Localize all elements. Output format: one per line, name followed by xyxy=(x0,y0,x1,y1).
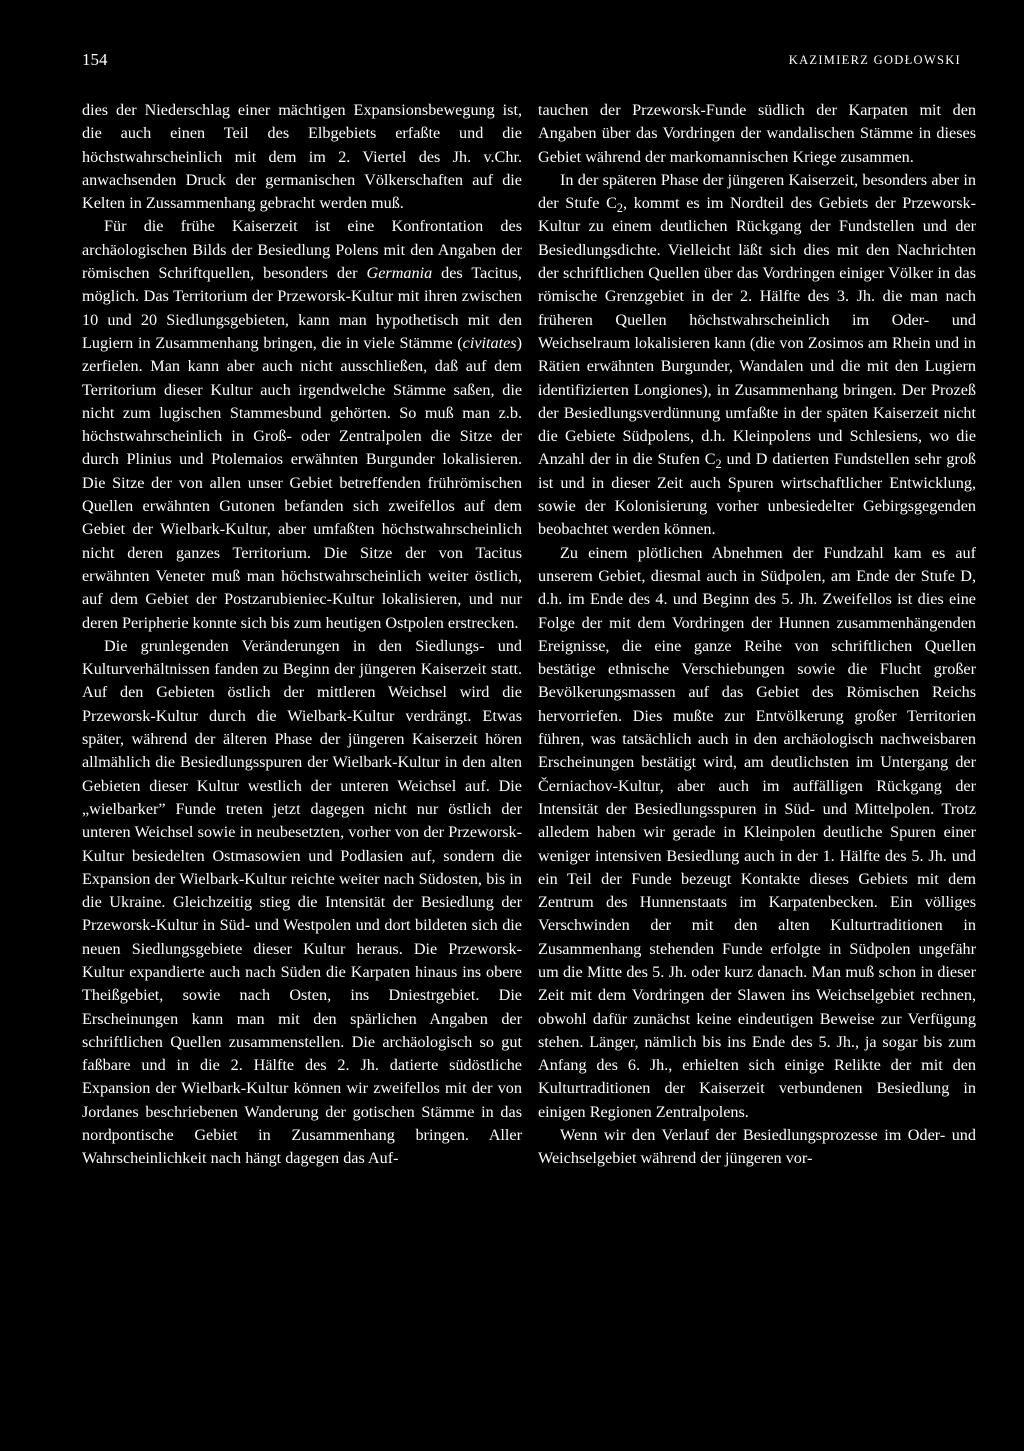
paragraph: dies der Niederschlag einer mächtigen Expansionsbewegung ist, die auch einen Teil des Elbgebiets erfaßte und die höchstwahrscheinlich mit dem im 2. Viertel des Jh. v.Chr. anwachsenden Druck der germanischen Völkerschaften auf die Kelten in Zussammenhang gebracht werden muß. xyxy=(82,101,522,213)
subscript: 2 xyxy=(715,456,722,471)
italic-title: Germania xyxy=(366,264,433,283)
paragraph: Die grunlegenden Veränderungen in den Siedlungs- und Kulturverhältnissen fanden zu Beginn der jüngeren Kaiserzeit statt. Auf den Gebieten östlich der mittleren Weichsel wird die Przeworsk-Kultur durch die Wielbark-Kultur verdrängt. Etwas später, während der älteren Phase der jüngeren Kaiserzeit hören allmählich die Besiedlungsspuren der Wielbark-Kultur in den alten Gebieten dieser Kultur westlich der unteren Weichsel auf. Die „wielbarker” Funde treten jetzt dagegen nicht nur östlich der unteren Weichsel sowie in neubesetzten, vorher von der Przeworsk-Kultur besiedelten Ostmasowien und Podlasien auf, sondern die Expansion der Wielbark-Kultur reichte weiter nach Südosten, bis in die Ukraine. Gleichzeitig stieg die Intensität der Besiedlung der Przeworsk-Kultur in Süd- und Westpolen und dort bildeten sich die neuen Siedlungsgebiete dieser Kultur heraus. Die Przeworsk-Kultur expandierte auch nach Süden die Karpaten hinaus ins obere Theißgebiet, sowie nach Osten, ins Dniestrgebiet. Die Erscheinungen kann man mit den spärlichen Angaben der schriftlichen Quellen zusammenstellen. Die archäologisch so gut faßbare und in die 2. Hälfte des 2. Jh. datierte südöstliche Expansion der Wielbark-Kultur können wir zweifellos mit der von Jordanes beschriebenen Wanderung der gotischen Stämme in das nordpontische Gebiet in Zusammenhang bringen. Aller Wahrscheinlichkeit nach hängt dagegen das Auf- xyxy=(82,636,522,1168)
text-run: ) zerfielen. Man kann aber auch nicht ausschließen, daß auf dem Territorium dieser Kultur auch irgendwelche Stämme saßen, die nicht zum lugischen Stammesbund gehörten. So muß man z.b. höchstwahrscheinlich in Groß- oder Zentralpolen die Sitze der durch Plinius und Ptolemaios erwähnten Burgunder lokalisieren. Die Sitze der von allen unser Gebiet betreffenden frührömischen Quellen erwähnten Gutonen befanden sich zweifellos auf dem Gebiet der Wielbark-Kultur, aber umfaßten höchstwahrscheinlich nicht deren ganzes Territorium. Die Sitze der von Tacitus erwähnten Veneter muß man höchstwahrscheinlich weiter östlich, auf dem Gebiet der Postzarubieniec-Kultur lokalisieren, und nur deren Peripherie konnte sich bis zum heutigen Ostpolen erstrecken. xyxy=(82,333,522,632)
italic-term: civitates xyxy=(462,333,517,352)
paragraph xyxy=(82,215,522,634)
paragraph xyxy=(538,169,976,542)
left-column xyxy=(82,99,522,1171)
text-run: , kommt es im Nordteil des Gebiets der Przeworsk-Kultur zu einem deutlichen Rückgang der Fundstellen und der Besiedlungsdichte. Vielleicht läßt sich dies mit den Nachrichten der schriftlichen Quellen über das Vordringen einiger Völker in das römische Grenzgebiet in der 2. Hälfte des 3. Jh. die man nach früheren Quellen höchstwahrscheinlich im Oder- und Weichselraum lokalisieren kann (die von Zosimos am Rhein und in Rätien erwähnten Burgunder, Wandalen und die mit den Lugiern identifizierten Longiones), in Zusammenhang bringen. Der Prozeß der Besiedlungsverdünnung umfaßte in der späten Kaiserzeit nicht die Gebiete Südpolens, d.h. Kleinpolens und Schlesiens, wo die Anzahl der in die Stufen C xyxy=(538,194,976,469)
text-run: In der späteren Phase der jüngeren Kaiserzeit, besonders aber in der Stufe C xyxy=(538,170,976,213)
paragraph: Wenn wir den Verlauf der Besiedlungsprozesse im Oder- und Weichselgebiet während der jüngeren vor- xyxy=(538,1126,976,1168)
right-column xyxy=(538,99,976,1171)
running-head: KAZIMIERZ GODŁOWSKI xyxy=(788,53,961,67)
paragraph: Zu einem plötlichen Abnehmen der Fundzahl kam es auf unserem Gebiet, diesmal auch in Südpolen, am Ende der Stufe D, d.h. im Ende des 4. und Beginn des 5. Jh. Zweifellos ist dies eine Folge der mit dem Vordringen der Hunnen zusammenhängenden Ereignisse, die eine ganze Reihe von schriftlichen Quellen bestätige ethnische Verschiebungen sowie die Flucht großer Bevölkerungsmassen auf das Gebiet des Römischen Reichs hervorriefen. Dies mußte zur Entvölkerung großer Territorien führen, was tatsächlich auch in den archäologisch nachweisbaren Erscheinungen bestätigt wird, am deutlichsten im Untergang der Černiachov-Kultur, aber auch im auffälligen Rückgang der Intensität der Besiedlungsspuren in Süd- und Mittelpolen. Trotz alledem haben wir gerade in Kleinpolen deutliche Spuren einer weniger intensiven Besiedlung auch in der 1. Hälfte des 5. Jh. und ein Teil der Funde bezeugt Kontakte dieses Gebiets mit dem Zentrum des Hunnenstaats im Karpatenbecken. Ein völliges Verschwinden der mit den alten Kulturtraditionen in Zusammenhang stehenden Funde erfolgte in Südpolen ungefähr um die Mitte des 5. Jh. oder kurz danach. Man muß schon in dieser Zeit mit dem Vordringen der Slawen ins Weichselgebiet rechnen, obwohl dafür zunächst keine eindeutigen Beweise zur Verfügung stehen. Länger, nämlich bis ins Ende des 5. Jh., ja sogar bis zum Anfang des 6. Jh., erhielten sich einige Relikte der mit den Kulturtraditionen der Kaiserzeit verbundenen Besiedlung in einigen Regionen Zentralpolens. xyxy=(538,543,976,1121)
subscript: 2 xyxy=(616,200,623,215)
text-run: Für die frühe Kaiserzeit ist eine Konfrontation des archäologischen Bilds der Besiedlung Polens mit den Angaben der römischen Schriftquellen, besonders der xyxy=(82,217,522,283)
page-number: 154 xyxy=(82,50,108,69)
paragraph: tauchen der Przeworsk-Funde südlich der Karpaten mit den Angaben über das Vordringen der wandalischen Stämme in dieses Gebiet während der markomannischen Kriege zusammen. xyxy=(538,101,976,166)
text-run: und D datierten Fundstellen sehr groß ist und in dieser Zeit auch Spuren wirtschaftlicher Entwicklung, sowie der Kolonisierung vorher unbesiedelter Gebirgsgegenden beobachtet werden können. xyxy=(538,450,977,539)
text-run: des Tacitus, möglich. Das Territorium der Przeworsk-Kultur mit ihren zwischen 10 und 20 Siedlungsgebieten, kann man hypothetisch mit den Lugiern in Zusammenhang bringen, die in viele Stämme ( xyxy=(82,264,522,352)
